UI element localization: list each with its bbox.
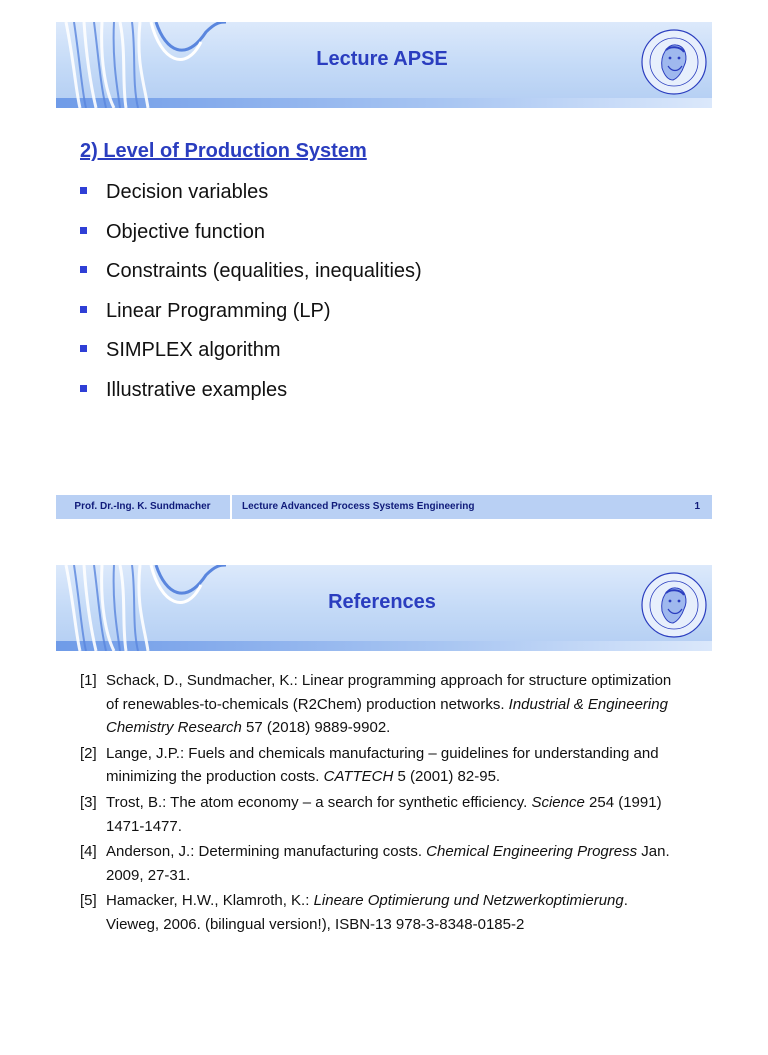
footer-lecture-title: Lecture Advanced Process Systems Engineering (242, 501, 475, 512)
footer-page-number: 1 (694, 501, 700, 512)
slide-title: References (328, 591, 436, 613)
bullet-square-icon (80, 266, 87, 273)
reference-number: [4] (80, 843, 97, 861)
university-seal-icon (640, 571, 708, 639)
section-heading: 2) Level of Production System (80, 140, 367, 162)
list-item: Illustrative examples (80, 374, 422, 414)
reference-item: [1] Schack, D., Sundmacher, K.: Linear programming approach for structure optimization of renewables-to-chemicals (R2Chem) production networks. Industrial & Engineering Chemistry Research 57 (2018) 9889-9902. (80, 669, 680, 740)
reference-number: [2] (80, 744, 97, 762)
list-item: Objective function (80, 216, 422, 256)
slide-footer (56, 495, 712, 519)
list-item: Decision variables (80, 176, 422, 216)
university-seal-icon (640, 28, 708, 96)
bullet-square-icon (80, 306, 87, 313)
reference-item: [3] Trost, B.: The atom economy – a search for synthetic efficiency. Science 254 (1991) 1471-1477. (80, 791, 680, 838)
reference-number: [5] (80, 892, 97, 910)
bullet-square-icon (80, 187, 87, 194)
reference-item: [2] Lange, J.P.: Fuels and chemicals manufacturing – guidelines for understanding and minimizing the production costs. CATTECH 5 (2001) 82-95. (80, 742, 680, 789)
footer-author: Prof. Dr.-Ing. K. Sundmacher (74, 501, 211, 512)
bullet-square-icon (80, 227, 87, 234)
slide-2 (0, 543, 768, 1055)
reference-item: [4] Anderson, J.: Determining manufacturing costs. Chemical Engineering Progress Jan. 2009, 27-31. (80, 840, 680, 887)
list-item: Linear Programming (LP) (80, 295, 422, 335)
list-item: SIMPLEX algorithm (80, 334, 422, 374)
list-item: Constraints (equalities, inequalities) (80, 255, 422, 295)
bullet-square-icon (80, 385, 87, 392)
reference-number: [1] (80, 672, 97, 689)
bullet-square-icon (80, 345, 87, 352)
reference-item: [5] Hamacker, H.W., Klamroth, K.: Lineare Optimierung und Netzwerkoptimierung. Vieweg, 2006. (bilingual version!), ISBN-13 978-3-8348-0185-2 (80, 889, 680, 936)
slide-title: Lecture APSE (316, 48, 448, 70)
bullet-list (80, 176, 422, 413)
reference-list (80, 669, 680, 939)
footer-divider (230, 495, 232, 519)
reference-number: [3] (80, 793, 97, 811)
slide-1 (0, 0, 768, 512)
